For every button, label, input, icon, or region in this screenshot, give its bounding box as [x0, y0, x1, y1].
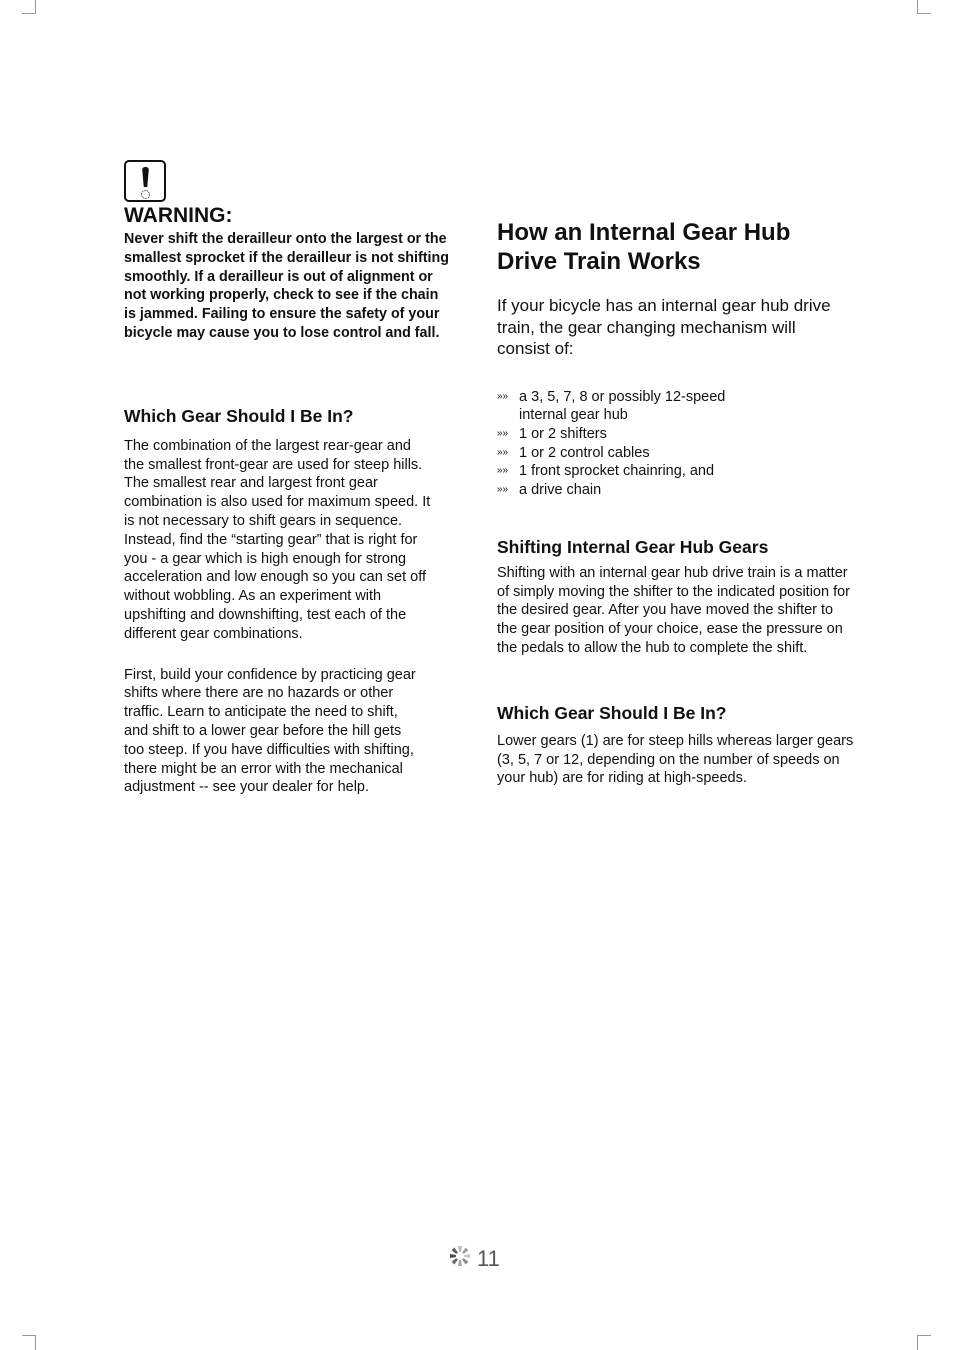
component-list	[497, 388, 867, 500]
page-number: 11	[477, 1245, 500, 1271]
list-item: »» 1 front sprocket chainring, and	[497, 463, 715, 480]
crop-mark-top-right	[917, 0, 918, 13]
crop-mark-bottom-left	[22, 1335, 36, 1336]
gear-logo-icon	[449, 1245, 471, 1272]
paragraph-gear-combination: The combination of the largest rear-gear and the smallest front-gear are used for steep hills. The smallest rear and largest front gear combination is also used for maximum speed. It is not necessary to shift gears in sequence. Instead, find the “starting gear” that is right for you - a gear which is high enough for strong acceleration and low enough so you can set off without wobbling. As an experiment with upshifting and downshifting, test each of the different gear combinations.	[124, 437, 431, 642]
double-chevron-bullet-icon: »»	[497, 446, 509, 458]
section-heading-shifting: Shifting Internal Gear Hub Gears	[497, 536, 769, 557]
crop-mark-top-left	[22, 13, 36, 14]
paragraph-which-gear-hub: Lower gears (1) are for steep hills whereas larger gears (3, 5, 7 or 12, depending on the number of speeds on your hub) are for riding at high-speeds.	[497, 732, 854, 787]
crop-mark-top-right	[917, 13, 931, 14]
double-chevron-bullet-icon: »»	[497, 390, 509, 402]
crop-mark-bottom-right	[917, 1335, 931, 1336]
crop-mark-bottom-left	[35, 1335, 36, 1350]
double-chevron-bullet-icon: »»	[497, 427, 509, 439]
list-item: »» a drive chain	[497, 482, 602, 499]
list-item: »» 1 or 2 control cables	[497, 444, 650, 461]
right-column	[497, 218, 867, 788]
double-chevron-bullet-icon: »»	[497, 465, 509, 477]
list-item: »» a 3, 5, 7, 8 or possibly 12-speed internal gear hub	[497, 388, 726, 424]
crop-mark-bottom-right	[917, 1335, 918, 1350]
exclamation-warning-icon	[124, 160, 166, 202]
section-heading-which-gear-hub: Which Gear Should I Be In?	[497, 702, 727, 723]
section-heading-which-gear: Which Gear Should I Be In?	[124, 405, 354, 426]
paragraph-build-confidence: First, build your confidence by practicing gear shifts where there are no hazards or other traffic. Learn to anticipate the need to shift, and shift to a lower gear before the hill gets too steep. If you have difficulties with shifting, there might be an error with the mechanical adjustment -- see your dealer for help.	[124, 666, 416, 796]
crop-mark-top-left	[35, 0, 36, 13]
intro-paragraph: If your bicycle has an internal gear hub drive train, the gear changing mechanism will consist of:	[497, 296, 831, 358]
paragraph-shifting: Shifting with an internal gear hub drive train is a matter of simply moving the shifter to the indicated position for the desired gear. After you have moved the shifter to the gear position of your choice, ease the pressure on the pedals to allow the hub to complete the shift.	[497, 564, 851, 656]
left-column	[124, 160, 454, 797]
warning-title: WARNING:	[124, 204, 233, 227]
list-item: »» 1 or 2 shifters	[497, 425, 607, 442]
page-title: How an Internal Gear Hub Drive Train Works	[497, 219, 791, 275]
double-chevron-bullet-icon: »»	[497, 484, 509, 496]
warning-text: Never shift the derailleur onto the largest or the smallest sprocket if the derailleur is not shifting smoothly. If a derailleur is out of alignment or not working properly, check to see if the chain is jammed. Failing to ensure the safety of your bicycle may cause you to lose control and fall.	[124, 231, 449, 341]
page-footer	[449, 1245, 500, 1272]
